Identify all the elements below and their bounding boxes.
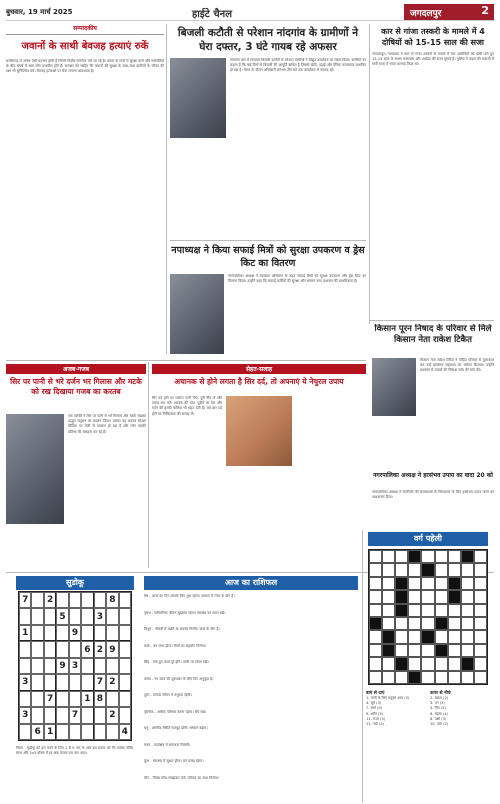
farmer-story-body: किसान नेता राकेश टिकैत ने पीड़ित परिवार से मुलाकात कर उन्हें हरसंभव सहायता का भरोसा दिलाया। उन्होंने प्रशासन से मामले की निष्पक्ष जांच की मांग की।: [420, 358, 494, 373]
farmer-substory-title: नगरपालिका अध्यक्ष ने हरसंभव उपाय का वादा 20 को: [373, 472, 493, 479]
sudoku-cell: [31, 658, 43, 674]
sudoku-cell: [69, 592, 81, 608]
crossword-cell: [408, 617, 421, 630]
crossword-cell: [448, 550, 461, 563]
sudoku-cell: [81, 724, 93, 740]
sudoku-cell: [56, 724, 68, 740]
sudoku-cell: [119, 608, 131, 624]
crossword-cell: [395, 604, 408, 617]
crossword-cell: [435, 577, 448, 590]
sudoku-cell: [31, 592, 43, 608]
sudoku-cell: 8: [106, 592, 118, 608]
crossword-cell: [474, 657, 487, 670]
sudoku-cell: [106, 608, 118, 624]
sudoku-cell: [31, 641, 43, 657]
crossword-cell: [382, 657, 395, 670]
cleaning-kit-photo: [170, 274, 224, 354]
sudoku-cell: [31, 674, 43, 690]
crossword-cell: [461, 617, 474, 630]
sudoku-cell: 9: [56, 658, 68, 674]
crossword-cell: [369, 604, 382, 617]
crossword-cell: [448, 577, 461, 590]
crossword-cell: [382, 590, 395, 603]
horoscope-sign: सिंह - रुके हुए कार्य पूरे होंगे। वाणी पर संयम रखें।: [144, 660, 209, 664]
horoscope-sign: कुंभ - स्वास्थ्य में सुधार होगा। मन प्रसन्न रहेगा।: [144, 759, 204, 763]
farmer-substory-body: नगरपालिका अध्यक्ष ने नागरिकों की समस्याओं के निराकरण के लिए हरसंभव उपाय करने का आश्वासन दिया।: [372, 490, 494, 500]
channel-name: हाईटे चैनल: [192, 9, 233, 20]
crossword-cell: [395, 644, 408, 657]
sudoku-cell: 2: [106, 707, 118, 723]
crossword-cell: [474, 644, 487, 657]
sudoku-cell: [44, 608, 56, 624]
crossword-cell: [382, 563, 395, 576]
health-title: अचानक से होने लगता है सिर दर्द, तो अपनाएं ये नेचुरल उपाय: [174, 377, 344, 386]
sudoku-cell: [44, 658, 56, 674]
sudoku-cell: [94, 658, 106, 674]
sudoku-cell: [106, 658, 118, 674]
editorial-title: जवानों के साथी बेवजह हत्याएं रुकें: [21, 41, 149, 52]
sudoku-cell: [94, 592, 106, 608]
sudoku-cell: [44, 674, 56, 690]
crossword-clue: 1. पत्नी के लिए प्रयुक्त शब्द (3): [366, 696, 410, 700]
editorial: [6, 24, 164, 354]
crossword-cell: [421, 657, 434, 670]
crossword-cell: [408, 630, 421, 643]
sudoku-cell: 4: [119, 724, 131, 740]
ajab-gajab: [6, 364, 146, 570]
crossword-cell: [421, 644, 434, 657]
sudoku-cell: 3: [69, 658, 81, 674]
sudoku-cell: 7: [94, 674, 106, 690]
sudoku-cell: [19, 641, 31, 657]
crossword-cell: [382, 604, 395, 617]
crossword-cell: [448, 590, 461, 603]
crossword-cell: [408, 657, 421, 670]
crossword-cell: [408, 604, 421, 617]
ganja-story: [372, 26, 494, 316]
crossword-cell: [474, 604, 487, 617]
crossword-cell: [395, 630, 408, 643]
crossword-cell: [474, 671, 487, 684]
sudoku-cell: [94, 707, 106, 723]
sudoku-cell: 1: [81, 691, 93, 707]
edition-city: [404, 4, 494, 20]
crossword-cell: [461, 644, 474, 657]
crossword-across-list: [366, 696, 428, 727]
sudoku-cell: [106, 625, 118, 641]
horoscope-sign: मीन - निवेश सोच-समझकर करें। परिवार का साथ मिलेगा।: [144, 775, 219, 780]
sudoku-cell: [44, 625, 56, 641]
crossword-cell: [408, 644, 421, 657]
horoscope-sign: वृषभ - पारिवारिक जीवन सुखमय रहेगा। स्वास्थ्य का ध्यान रखें।: [144, 610, 226, 615]
sudoku-cell: [119, 625, 131, 641]
crossword-cell: [382, 550, 395, 563]
farmer-story-title: किसान पूरन निषाद के परिवार से मिले किसान नेता राकेश टिकैत: [374, 324, 492, 345]
crossword-cell: [395, 550, 408, 563]
sudoku-title-bar: [16, 576, 134, 590]
crossword-cell: [421, 617, 434, 630]
crossword-cell: [448, 630, 461, 643]
crossword-title: वर्ग पहेली: [413, 534, 443, 543]
crossword-cell: [474, 590, 487, 603]
sudoku-cell: 2: [106, 674, 118, 690]
sudoku-cell: 9: [69, 625, 81, 641]
crossword-cell: [448, 604, 461, 617]
sudoku-cell: [119, 707, 131, 723]
lead-story-photo: [170, 58, 226, 138]
sudoku-cell: 6: [81, 641, 93, 657]
crossword-cell: [369, 671, 382, 684]
sudoku-cell: [81, 608, 93, 624]
crossword-cell: [395, 671, 408, 684]
crossword-cell: [408, 550, 421, 563]
sudoku-cell: [94, 724, 106, 740]
sudoku-cell: [106, 724, 118, 740]
horoscope-sign: कर्क - धन लाभ होगा। मित्रों का सहयोग मिलेगा।: [144, 643, 207, 648]
crossword-cell: [448, 617, 461, 630]
crossword-cell: [369, 550, 382, 563]
sudoku-cell: [69, 608, 81, 624]
sudoku-cell: 2: [44, 592, 56, 608]
sudoku-cell: [56, 592, 68, 608]
sudoku-cell: [81, 674, 93, 690]
sudoku-cell: [56, 641, 68, 657]
crossword-cell: [408, 671, 421, 684]
health-body: सिर दर्द होने पर पर्याप्त पानी पिएं, पूरी नींद लें और तनाव कम करें। अदरक की चाय, पुदीने का तेल और गर्दन की हल्की मालिश भी राहत देती है। बार-बार दर्द होने पर चिकित्सक की सलाह लें।: [152, 396, 222, 416]
crossword-cell: [435, 550, 448, 563]
health-photo: [226, 396, 292, 466]
sudoku-cell: 6: [31, 724, 43, 740]
sudoku-cell: [44, 641, 56, 657]
sudoku-title: सुडोकू: [66, 578, 84, 587]
sudoku-cell: [119, 658, 131, 674]
crossword-clue: 3. वन (3): [430, 701, 445, 706]
crossword-cell: [435, 563, 448, 576]
cleaning-kit-story-title: नपाध्यक्ष ने किया सफाई मित्रों को सुरक्षा उपकरण व ड्रेस किट का वितरण: [171, 245, 365, 269]
sudoku-cell: [119, 592, 131, 608]
health-kicker: सेहत-सलाह: [152, 364, 366, 374]
sudoku-cell: 5: [56, 608, 68, 624]
crossword-cell: [421, 563, 434, 576]
ajab-gajab-body: एक व्यक्ति ने सिर पर पानी से भरे गिलास और मटके रखकर अद्भुत संतुलन का प्रदर्शन किया। उसका यह करतब सोशल मीडिया पर तेजी से वायरल हो रहा है और लोग उसकी प्रतिभा की सराहना कर रहे हैं।: [68, 414, 146, 434]
sudoku-cell: [19, 724, 31, 740]
sudoku-cell: [56, 691, 68, 707]
crossword-cell: [369, 657, 382, 670]
crossword-clue: 2. बादल (2): [430, 696, 449, 700]
crossword-cell: [448, 671, 461, 684]
crossword-cell: [369, 617, 382, 630]
sudoku-cell: [119, 691, 131, 707]
crossword-cell: [369, 630, 382, 643]
ganja-story-title: कार से गांजा तस्करी के मामले में 4 दोषियों को 15-15 साल की सजा: [381, 27, 485, 47]
crossword-clue: 9. शरीर (3): [366, 711, 384, 716]
sudoku-cell: 2: [94, 641, 106, 657]
crossword-cell: [461, 671, 474, 684]
horoscope-sign: वृश्चिक - अधिक परिश्रम करना पड़ेगा। धैर्य रखें।: [144, 709, 207, 714]
sudoku-cell: 7: [69, 707, 81, 723]
crossword-down-list: [430, 696, 492, 727]
horoscope-title: आज का राशिफल: [224, 578, 278, 587]
sudoku-cell: [56, 625, 68, 641]
sudoku-cell: [69, 724, 81, 740]
sudoku-grid: [18, 591, 132, 741]
sudoku-cell: 3: [19, 707, 31, 723]
cleaning-kit-story: [170, 244, 366, 358]
crossword-cell: [369, 590, 382, 603]
sudoku-cell: [31, 608, 43, 624]
lead-story-body: नांदगांव क्षेत्र में लगातार बिजली कटौती से परेशान ग्रामीणों ने विद्युत कार्यालय का घेराव किया। ग्रामीणों का कहना है कि कई दिनों से बिजली की आपूर्ति बाधित है जिससे खेती, पढ़ाई और दैनिक कामकाज प्रभावित हो रहा है। घेराव के दौरान अधिकारी लगभग तीन घंटे तक कार्यालय से नदारद रहे।: [230, 58, 366, 73]
crossword-cell: [369, 644, 382, 657]
crossword-cell: [435, 657, 448, 670]
crossword-cell: [382, 671, 395, 684]
crossword-cell: [461, 604, 474, 617]
crossword-cell: [435, 671, 448, 684]
crossword-cell: [421, 604, 434, 617]
crossword-cell: [461, 630, 474, 643]
crossword-cell: [461, 590, 474, 603]
issue-date: बुधवार, 19 मार्च 2025: [6, 8, 73, 16]
sudoku-cell: [69, 641, 81, 657]
sudoku-cell: 3: [19, 674, 31, 690]
sudoku-cell: 9: [106, 641, 118, 657]
crossword-cell: [435, 590, 448, 603]
crossword-clue: 13. नदी (3): [366, 722, 384, 727]
sudoku-cell: 7: [19, 592, 31, 608]
sudoku-cell: [81, 625, 93, 641]
sudoku-cell: [19, 691, 31, 707]
crossword-cell: [474, 577, 487, 590]
crossword-cell: [435, 617, 448, 630]
crossword-cell: [448, 563, 461, 576]
crossword-cell: [395, 617, 408, 630]
lead-story: [170, 26, 366, 236]
horoscope-list: [144, 594, 358, 800]
crossword-cell: [435, 630, 448, 643]
sudoku-cell: 7: [44, 691, 56, 707]
farmer-story-photo: [372, 358, 416, 416]
crossword-clue: 10. जल (2): [430, 722, 449, 727]
crossword-clue: 11. राजा (3): [366, 716, 386, 721]
horoscope-sign: मेष - आज का दिन आपके लिए शुभ रहेगा। व्यापार में लाभ के योग हैं।: [144, 594, 235, 598]
lead-story-title: बिजली कटौती से परेशान नांदगांव के ग्रामीणों ने घेरा दफ्तर, 3 घंटे गायब रहे अफसर: [177, 27, 359, 53]
crossword-clue: 5. मित्र (3): [430, 706, 446, 711]
cleaning-kit-story-body: नगरपालिका अध्यक्ष ने स्वच्छता अभियान के तहत सफाई मित्रों को सुरक्षा उपकरण और ड्रेस किट का वितरण किया। उन्होंने कहा कि सफाई कर्मियों की सुरक्षा और सम्मान नगर प्रशासन की प्राथमिकता है।: [228, 274, 366, 284]
ajab-gajab-kicker: अजब-गजब: [6, 364, 146, 374]
crossword-cell: [474, 550, 487, 563]
ajab-gajab-photo: [6, 414, 64, 524]
health-tips: [152, 364, 366, 570]
crossword-cell: [421, 671, 434, 684]
sudoku-cell: 1: [44, 724, 56, 740]
crossword-cell: [474, 563, 487, 576]
sudoku-cell: [56, 707, 68, 723]
crossword-cell: [448, 644, 461, 657]
editorial-kicker: सम्पादकीय: [6, 24, 164, 35]
sudoku-cell: [106, 691, 118, 707]
sudoku-cell: [69, 691, 81, 707]
sudoku-cell: [19, 608, 31, 624]
crossword-clues: [366, 690, 494, 800]
horoscope-sign: मकर - कार्यक्षेत्र में सफलता मिलेगी।: [144, 742, 191, 747]
crossword-cell: [421, 630, 434, 643]
crossword-cell: [408, 563, 421, 576]
page-header: [6, 4, 494, 21]
crossword-cell: [382, 577, 395, 590]
horoscope-sign: मिथुन - नौकरी में उन्नति के अवसर मिलेंगे। यात्रा के योग हैं।: [144, 627, 220, 631]
crossword-cell: [369, 563, 382, 576]
sudoku-cell: [31, 691, 43, 707]
sudoku-cell: [44, 707, 56, 723]
ajab-gajab-title: सिर पर पानी से भरे दर्जन भर गिलास और मटके को रख दिखाया गजब का करतब: [10, 377, 142, 396]
crossword-cell: [369, 577, 382, 590]
crossword-cell: [408, 577, 421, 590]
crossword-cell: [382, 617, 395, 630]
sudoku-cell: [69, 674, 81, 690]
crossword-cell: [461, 577, 474, 590]
crossword-grid: [368, 549, 488, 685]
crossword-cell: [474, 630, 487, 643]
crossword-down-title: ऊपर से नीचे: [430, 691, 451, 696]
crossword-cell: [461, 563, 474, 576]
sudoku-cell: [81, 592, 93, 608]
crossword-cell: [382, 630, 395, 643]
crossword-cell: [395, 577, 408, 590]
horoscope-title-bar: [144, 576, 358, 590]
crossword-cell: [395, 657, 408, 670]
crossword-cell: [461, 550, 474, 563]
horoscope-sign: कन्या - नए कार्य की शुरुआत के लिए दिन अनुकूल है।: [144, 676, 214, 681]
crossword-cell: [395, 590, 408, 603]
sudoku-cell: 1: [19, 625, 31, 641]
crossword-clue: 7. स्वर्ग (4): [366, 706, 383, 711]
horoscope-sign: धनु - आर्थिक स्थिति मजबूत होगी। सम्मान बढ़ेगा।: [144, 726, 208, 730]
crossword-cell: [395, 563, 408, 576]
sudoku-cell: [19, 658, 31, 674]
crossword-cell: [448, 657, 461, 670]
sudoku-cell: [56, 674, 68, 690]
edition-city-label: जगदलपुर: [410, 9, 442, 19]
sudoku-rules: नियम - सुडोकू को हल करने के लिए 1 से 9 तक के अंक इस प्रकार भरें कि प्रत्येक पंक्ति, स्तंभ और 3x3 बॉक्स में हर अंक केवल एक बार आए।: [16, 746, 134, 756]
sudoku-cell: [94, 625, 106, 641]
crossword-cell: [421, 577, 434, 590]
crossword-title-bar: [368, 532, 488, 546]
sudoku-cell: 8: [94, 691, 106, 707]
ganja-story-body: जगदलपुर। न्यायालय ने कार से गांजा तस्करी के मामले में चार आरोपियों को दोषी पाते हुए 15-15 साल के सश्रम कारावास और अर्थदंड की सजा सुनाई है। पुलिस ने वाहन की तलाशी में भारी मात्रा में गांजा बरामद किया था।: [372, 52, 494, 67]
sudoku-cell: [119, 641, 131, 657]
crossword-clue: 8. पक्षी (3): [430, 716, 447, 721]
sudoku-cell: [31, 625, 43, 641]
crossword-cell: [461, 657, 474, 670]
crossword-cell: [421, 550, 434, 563]
crossword-clue: 6. चंद्रमा (4): [430, 711, 449, 716]
sudoku-cell: 3: [94, 608, 106, 624]
crossword-across-title: बाएं से दाएं: [366, 691, 385, 696]
sudoku-cell: [119, 674, 131, 690]
crossword-cell: [474, 617, 487, 630]
crossword-cell: [382, 644, 395, 657]
crossword-cell: [435, 604, 448, 617]
crossword-cell: [408, 590, 421, 603]
page-number: 2: [481, 4, 489, 17]
crossword-cell: [435, 644, 448, 657]
sudoku-cell: [31, 707, 43, 723]
horoscope-sign: तुला - दांपत्य जीवन में मधुरता रहेगी।: [144, 693, 192, 697]
crossword-clue: 4. सूर्य (3): [366, 701, 382, 706]
editorial-body: छत्तीसगढ़ में अनेक ऐसी घटनाएं होती हैं जिनमें निर्दोष नागरिक मारे जा रहे हैं। बस्तर के गांवों में सुरक्षा बलों और नक्सलियों के बीच संघर्ष में आम लोग प्रभावित होते हैं। सरकार को चाहिए कि जवानों की सुरक्षा के साथ-साथ ग्रामीणों के जीवन की रक्षा भी सुनिश्चित करे। बेवजह हत्याओं पर रोक लगाना आवश्यक है।: [6, 59, 164, 74]
sudoku-cell: [81, 707, 93, 723]
crossword-cell: [421, 590, 434, 603]
sudoku-cell: [81, 658, 93, 674]
farmer-story: [372, 324, 494, 524]
